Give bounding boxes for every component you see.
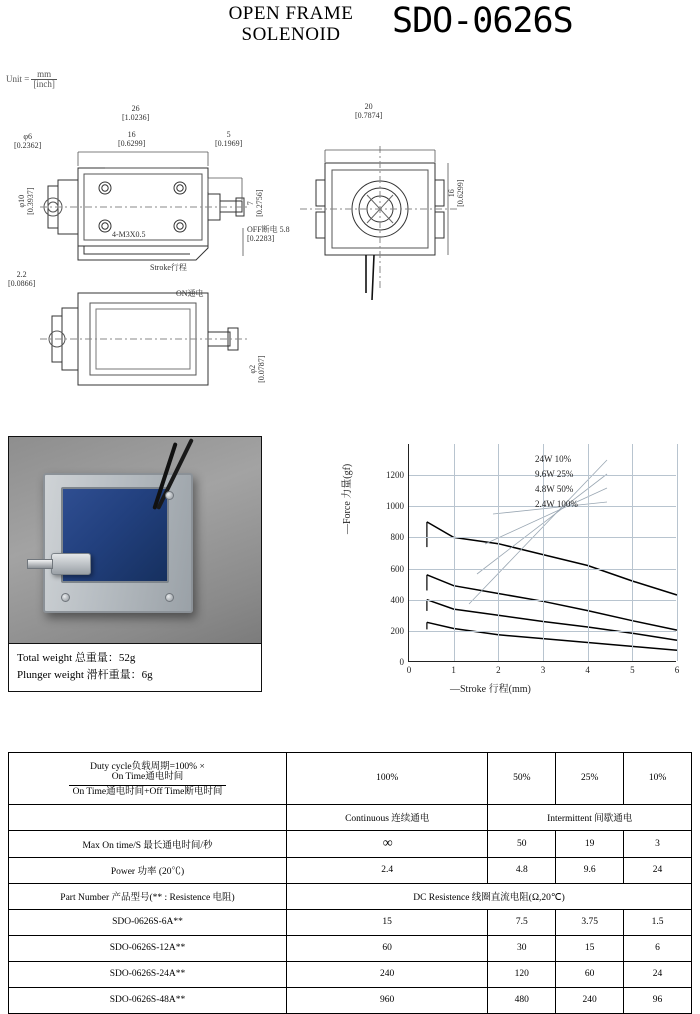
legend-item-3: 2.4W 100% [535,498,578,509]
duty-value-2: 25% [556,753,624,805]
dim-20mm: 20 [0.7874] [355,102,383,121]
chart-xtick-label: 4 [585,665,590,675]
dim-7mm: 7 [0.2756] [245,189,264,217]
chart-x-axis-title: —Stroke 行程(mm) [450,684,531,695]
product-type-title [196,4,386,45]
label-off-inch: [0.2283] [247,234,275,243]
row-label-sdo-24a: SDO-0626S-24A** [9,961,287,987]
duty-cycle-formula-cell [9,753,287,805]
chart-ytick-label: 0 [399,657,404,667]
chart-ytick-label: 800 [390,532,404,543]
dim-dia10: φ10 [0.3937] [16,187,35,215]
photo-plunger [51,553,91,575]
row-label-sdo-12a: SDO-0626S-12A** [9,935,287,961]
mode-blank-cell [9,804,287,830]
table-row-mode [9,804,692,830]
table-row [9,961,692,987]
title-line-1: OPEN FRAME [228,3,354,24]
table-row [9,857,692,883]
cell-max-on-time-100: ∞ [287,830,488,857]
product-photo [8,436,262,692]
chart-xtick-label: 3 [540,665,546,675]
chart-series-2 [427,600,677,641]
technical-drawings [0,88,700,408]
cell-12a-25: 15 [556,935,624,961]
chart-ytick-label: 200 [390,625,404,636]
page-header [0,0,700,62]
duty-cycle-label: Duty cycle负载周期=100% × [90,762,205,772]
cell-48a-25: 240 [556,987,624,1013]
cell-6a-100: 15 [287,909,488,935]
title-line-2: SOLENOID [241,23,341,45]
chart-gridline-v [632,444,633,661]
cell-6a-50: 7.5 [488,909,556,935]
chart-ytick-label: 1000 [386,501,404,512]
continuous-label: Continuous 连续通电 [287,804,488,830]
table-row-header [9,753,692,805]
duty-value-0: 100% [287,753,488,805]
legend-item-2: 4.8W 50% [535,483,574,494]
duty-cycle-numerator: On Time通电时间 [69,772,227,786]
photo-screw-2 [165,593,174,602]
unit-numerator: mm [31,70,57,80]
table-row [9,883,692,909]
dim-dia6: φ6 [0.2362] [14,132,42,151]
total-weight: Total weight 总重量：52g [17,651,136,664]
cell-power-50: 4.8 [488,857,556,883]
unit-legend [6,70,57,89]
chart-ytick-label: 400 [390,594,404,605]
label-off: OFF断电 5.8 [247,225,290,234]
cell-power-10: 24 [624,857,692,883]
dim-5mm: 5 [0.1969] [215,130,243,149]
photo-caption [9,643,261,691]
duty-value-1: 50% [488,753,556,805]
photo-shaft [27,559,53,569]
chart-y-axis-title: —Force 力量(gf) [342,463,353,534]
chart-legend [535,452,578,511]
model-number: SDO-0626S [392,1,573,41]
dim-16mm: 16 [0.6299] [118,130,146,149]
row-label-part-number: Part Number 产品型号(** : Resistence 电阻) [9,883,287,909]
photo-screw-1 [61,593,70,602]
chart-series-3 [427,622,677,650]
chart-gridline-h [409,569,676,570]
legend-item-0: 24W 10% [535,454,572,464]
duty-cycle-denominator: On Time通电时间+Off Time断电时间 [72,786,223,797]
cell-48a-50: 480 [488,987,556,1013]
chart-series-0 [427,522,677,595]
table-row [9,830,692,857]
label-stroke: Stroke行程 [150,263,187,272]
cell-24a-100: 240 [287,961,488,987]
cell-6a-25: 3.75 [556,909,624,935]
chart-xtick-label: 5 [630,665,635,675]
row-label-sdo-6a: SDO-0626S-6A** [9,909,287,935]
chart-ytick-label: 600 [390,563,404,574]
cell-48a-10: 96 [624,987,692,1013]
label-on: ON通电 [176,289,204,298]
chart-xtick-label: 2 [496,665,501,675]
cell-dc-resistance-header: DC Resistence 线圈直流电阻(Ω,20℃) [287,883,692,909]
table-row [9,909,692,935]
drawing-svg [0,88,700,408]
chart-xtick-label: 6 [674,665,680,675]
cell-12a-10: 6 [624,935,692,961]
cell-24a-10: 24 [624,961,692,987]
unit-denominator: [inch] [33,79,55,89]
plunger-weight: Plunger weight 滑杆重量：6g [17,668,153,681]
cell-24a-50: 120 [488,961,556,987]
cell-48a-100: 960 [287,987,488,1013]
cell-max-on-time-25: 19 [556,830,624,857]
table-row [9,987,692,1013]
cell-12a-50: 30 [488,935,556,961]
chart-gridline-v [498,444,499,661]
photo-solenoid-body [43,473,193,613]
cell-power-100: 2.4 [287,857,488,883]
chart-gridline-v [588,444,589,661]
dim-26mm: 26 [1.0236] [122,104,150,123]
cell-6a-10: 1.5 [624,909,692,935]
dim-dia2: φ2 [0.0787] [247,355,266,383]
dim-2p2mm: 2.2 [0.0866] [8,270,36,289]
chart-gridline-h [409,600,676,601]
duty-cycle-fraction [69,772,227,799]
chart-gridline-h [409,631,676,632]
row-label-max-on-time: Max On time/S 最长通电时间/秒 [9,830,287,857]
row-label-power: Power 功率 (20℃) [9,857,287,883]
cell-max-on-time-10: 3 [624,830,692,857]
cell-24a-25: 60 [556,961,624,987]
row-label-sdo-48a: SDO-0626S-48A** [9,987,287,1013]
intermittent-label: Intermittent 间歇通电 [488,804,692,830]
chart-gridline-v [677,444,678,661]
dim-16mm-height: 16 [0.6299] [446,179,465,207]
force-stroke-chart [330,430,694,705]
cell-power-25: 9.6 [556,857,624,883]
unit-label: Unit = [6,74,30,84]
table-row [9,935,692,961]
chart-gridline-v [454,444,455,661]
cell-max-on-time-50: 50 [488,830,556,857]
chart-xtick-label: 0 [406,665,412,675]
specification-table [8,752,692,1014]
photo-screw-3 [165,491,174,500]
label-thread: 4-M3X0.5 [112,230,146,239]
chart-ytick-label: 1200 [386,470,404,481]
cell-12a-100: 60 [287,935,488,961]
chart-gridline-h [409,537,676,538]
duty-value-3: 10% [624,753,692,805]
chart-xtick-label: 1 [451,665,456,675]
legend-item-1: 9.6W 25% [535,468,574,479]
unit-fraction [31,70,57,89]
